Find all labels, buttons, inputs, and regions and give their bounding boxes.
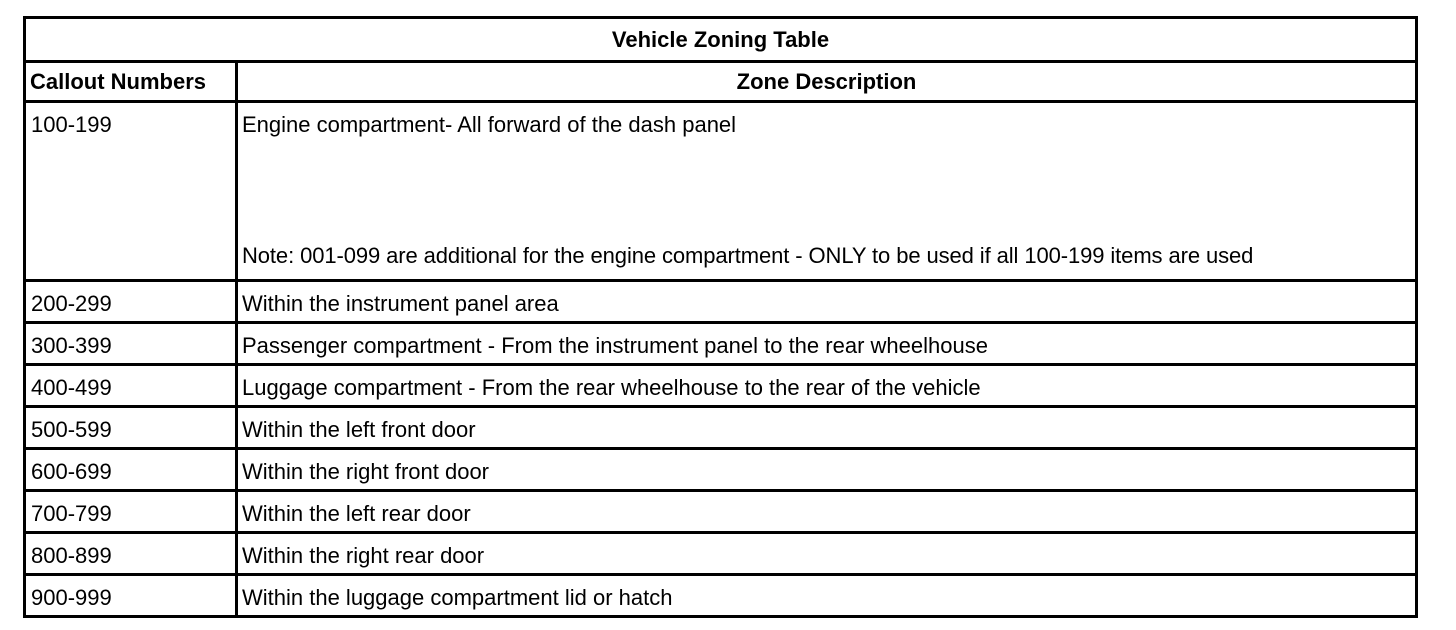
description-cell [237,102,1417,281]
table-row [25,575,1417,617]
description-cell: Within the instrument panel area [237,281,1417,323]
description-cell: Passenger compartment - From the instrument panel to the rear wheelhouse [237,323,1417,365]
callout-cell: 600-699 [25,449,237,491]
callout-cell: 500-599 [25,407,237,449]
callout-numbers-header: Callout Numbers [25,62,237,102]
callout-cell: 400-499 [25,365,237,407]
description-cell: Luggage compartment - From the rear wheelhouse to the rear of the vehicle [237,365,1417,407]
description-cell: Within the right front door [237,449,1417,491]
table-row [25,491,1417,533]
description-cell: Within the left front door [237,407,1417,449]
table-row [25,365,1417,407]
table-title-row [25,18,1417,62]
callout-cell: 300-399 [25,323,237,365]
callout-cell: 700-799 [25,491,237,533]
description-cell: Within the luggage compartment lid or hatch [237,575,1417,617]
table-row [25,323,1417,365]
description-text: Engine compartment- All forward of the dash panel [242,112,737,137]
description-cell: Within the left rear door [237,491,1417,533]
table-row [25,533,1417,575]
table-header-row [25,62,1417,102]
description-note: Note: 001-099 are additional for the engine compartment - ONLY to be used if all 100-199 items are used [242,243,1254,268]
description-cell: Within the right rear door [237,533,1417,575]
vehicle-zoning-table [23,16,1418,618]
table-title: Vehicle Zoning Table [25,18,1417,62]
callout-cell: 100-199 [25,102,237,281]
zone-description-header: Zone Description [237,62,1417,102]
callout-cell: 800-899 [25,533,237,575]
table-row [25,407,1417,449]
table-row [25,281,1417,323]
callout-cell: 200-299 [25,281,237,323]
table-row [25,102,1417,281]
callout-cell: 900-999 [25,575,237,617]
table-row [25,449,1417,491]
